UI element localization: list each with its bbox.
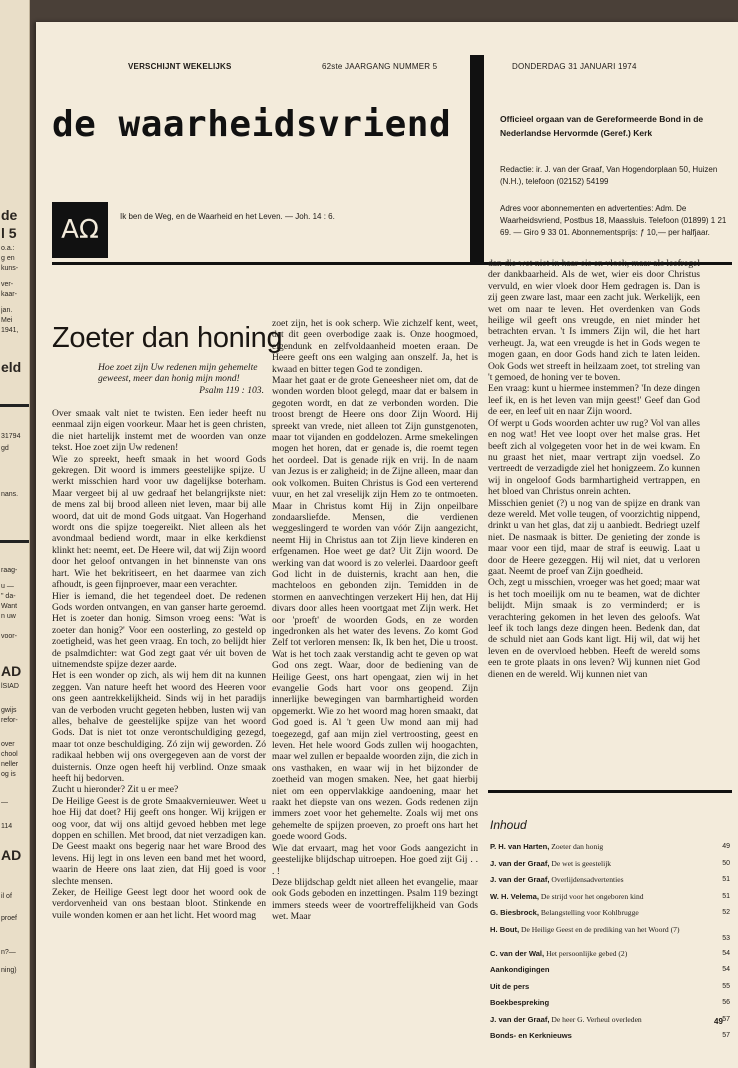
paragraph: Een vraag: kunt u hiermee instemmen? 'In deze dingen leef ik, en is het leven van mijn geest!' Geef dan God de eer, en leef uit en naar Zijn woord. [488,383,700,418]
toc-page: 51 [722,892,730,900]
paragraph: Het is een wonder op zich, als wij hem dit na kunnen zeggen. Van nature heeft het woord des Heeren voor ons geen aantrekkelijkheid. Sinds wij in het paradijs van de verboden vrucht gegeten hebben, lusten wij van alles, behalve de geestelijke spijze van het woord Gods. Dat is niet tot onze verontschuldiging gezegd, maar tot onze beschuldiging. Zó zijn wij geworden. Zó radikaal hebben wij ons overgegeven aan de vorst der duisternis. Onze ogen heeft hij verblind. Onze smaak heeft hij bedorven. [52,670,266,784]
paragraph: Maar het gaat er de grote Geneesheer niet om, dat de wonden worden bloot gelegd, maar dat er balsem in gegoten wordt, en dat ze verbonden worden. Die troost brengt de Heere ons door Zijn Woord. Hij spreekt van vrede, niet alleen tot Zijn gunstgenoten, maar tot vijanden en goddelozen. Arme smekelingen mogen het horen, dat er genade is, die roemt tegen het oordeel. Dat is genade rijk en vrij. In de naam van Jezus is er zaligheid; in de Zijne alleen, maar dan ook volkomen. Buiten Christus is God een verterend vuur, en het zal vreselijk zijn Hem zo te ontmoeten. Maar in Christus komt Hij in Zijn onpeilbare zondaarsliefde. Mensen, die verdienen weggeslingerd te worden van vóór Zijn aangezicht, neemt Hij in Christus aan tot Zijn lieve kinderen en erfgenamen. Hoe weet ge dat? Uit Zijn woord. De werking van dat woord is zo velerlei. Daardoor geeft God licht in de duisternis, kracht aan hen, die machteloos en gebonden zijn. Temidden in de stormen en aanvechtingen verzekert Hij hen, dat Hij divars door alles heen voortgaat met Zijn werk. Het oor 'proeft' de woorden Gods, en ze worden ingedronken als het water des levens. Zo komt God Zelf tot verloren mensen: Ik, Ik ben het, Die u troost. Wat is het toch zaak verstandig acht te geven op wat God ons zegt. Waar, door de bediening van de Heilige Geest, ons hart opengaat, zien wij in het evangelie Gods hart voor ons geopend. Zijn innerlijke bewegingen van barmhartigheid worden opgemerkt. Wie zo het woord mag horen smaakt, dat God goed is. Al 't geen Uw mond aan mij had toegezegd, gaf aan mijn ziel vertroosting, geest en leven. Het hele woord Gods zullen wij hoogachten, maar wel zullen er bepaalde woorden zijn, die zich in ons vasthaken, en waar wij in het bijzonder de zoetheid van mogen smaken. Nee, het gaat hierbij niet om een oppervlakkige aandoening, maar het raakt het diepste van ons wezen. Gods redenen zijn immers zoet voor het gehemelte. Zoals wij met ons gehemelte de spijzen proeven, zo proeft ons hart het goede woord Gods. [272,375,478,843]
prev-fragment: kaar- [1,291,17,298]
paragraph: De Heilige Geest is de grote Smaakvernieuwer. Weet u hoe Hij dat doet? Hij geeft ons honger. Wij krijgen er oog voor, dat wij ons altijd gevoed hebben met lege doppen en schillen. Met brood, dat niet verzadigen kan. De Geest maakt ons begerig naar het ware Brood des levens. Hij legt in ons leven een band met het woord, waarin de Heere ons laat zien, dat Hij goed is voor slechte mensen. [52,795,266,887]
toc-page: 57 [722,1032,730,1039]
toc-title: De Heilige Geest en de prediking van het Woord (7) [521,924,680,934]
toc-page: 52 [722,909,730,916]
prev-fragment: de [1,207,18,223]
prev-fragment: voor- [1,633,17,640]
toc-title: De wet is geestelijk [551,858,612,868]
prev-fragment: neller [1,761,19,768]
prev-fragment: AD [1,847,22,863]
article-column-2 [272,318,478,923]
toc-page: 51 [722,876,730,883]
paragraph: Hier is iemand, die het tegendeel doet. De redenen Gods worden ontvangen, en van ganser harte geroemd. Het is zoeter dan honig. Simson vroeg eens: 'Wat is zoeter dan honig?' Voor een oosterling, zo gesteld op zoetigheid, was het geen vraag. En toch, zo belijdt hier de psalmdichter: wat God zegt gaat vér uit boven de uitnemendste spijze dezer aarde. [52,590,266,670]
prev-fragment: Mei [1,317,13,324]
paragraph: Over smaak valt niet te twisten. Een ieder heeft nu eenmaal zijn eigen voorkeur. Maar het is geen christen, die niet hartelijk instemt met de woorden van onze tekst. Hoe zoet zijn Uw redenen! [52,408,266,454]
toc-row [490,908,730,925]
prev-fragment: o.a.: [1,245,15,252]
prev-fragment: ning) [1,967,17,974]
redactie-info: Redactie: ir. J. van der Graaf, Van Hogendorplaan 50, Huizen (N.H.), telefoon (02152) 54199 [500,165,718,186]
toc-title: De heer G. Verheul overleden [551,1014,642,1024]
scripture-quote [98,362,264,396]
prev-fragment: 114 [1,823,13,830]
toc-row [490,859,730,876]
toc-author: G. Biesbrock, [490,908,539,917]
prev-fragment: g en [1,255,15,262]
article-title: Zoeter dan honing [52,322,283,354]
prev-fragment: over [1,741,15,748]
date-label: DONDERDAG 31 JANUARI 1974 [512,62,637,71]
inhoud-title: Inhoud [490,818,527,832]
subscription-address: Adres voor abonnementen en advertenties: Adm. De Waarheidsvriend, Postbus 18, Maassluis. Telefoon (01899) 1 21 69. — Giro 9 33 01. Abonnementsprijs: ƒ 10,— per halfjaar. [500,204,727,237]
toc-author: C. van der Wal, [490,948,545,958]
prev-fragment: l 5 [1,225,17,241]
toc-title: Overlijdensadvertenties [551,875,624,884]
prev-rule [0,540,30,543]
toc-page: 56 [722,999,730,1006]
toc-author: W. H. Velema, [490,891,539,901]
masthead-title: de waarheidsvriend [52,104,452,145]
official-organ: Officieel orgaan van de Gereformeerde Bond in de Nederlandse Hervormde (Geref.) Kerk [500,114,704,138]
toc-row [490,949,730,966]
prev-fragment: " da- [1,593,16,600]
page-number: 49 [714,1017,723,1026]
prev-fragment: gd [1,445,9,452]
quote-text: Hoe zoet zijn Uw redenen mijn gehemelte geweest, meer dan honig mijn mond! [98,362,258,385]
paragraph: Zeker, de Heilige Geest legt door het woord ook de verdorvenheid van ons bestaan bloot. Stinkende en vuile wonden komen er aan het licht. Het woord mag [52,887,266,921]
prev-fragment: nans. [1,491,19,498]
prev-fragment: n uw [1,613,16,620]
toc-row [490,875,730,892]
toc-author: J. van der Graaf, [490,1014,550,1024]
toc-author: Aankondigingen [490,965,550,974]
prev-fragment: og is [1,771,16,778]
newspaper-page [36,22,738,1068]
prev-fragment: AD [1,663,22,679]
prev-fragment: lSIAD [1,683,19,690]
toc-row [490,965,730,982]
prev-fragment: 31794 [1,433,21,440]
prev-fragment: jan. [1,307,13,314]
toc-author: J. van der Graaf, [490,858,550,868]
volume-label: 62ste JAARGANG NUMMER 5 [322,62,438,71]
toc-author: Boekbespreking [490,998,550,1007]
prev-fragment: eld [1,359,22,375]
toc-page: 54 [722,949,730,957]
prev-fragment: raag- [1,567,18,574]
toc-author: Bonds- en Kerknieuws [490,1031,572,1040]
toc-row [490,1015,730,1032]
toc-author: H. Bout, [490,924,520,934]
toc-title: Het persoonlijke gebed (2) [546,948,628,958]
prev-fragment: — [1,799,8,806]
prev-fragment: il of [1,893,12,900]
inhoud-rule [488,790,732,793]
toc-row [490,982,730,999]
toc-row [490,1031,730,1048]
paragraph: Deze blijdschap geldt niet alleen het evangelie, maar ook Gods geboden en inzettingen. Psalm 119 bezingt immers steeds weer de voortreffelijkheid van Gods wet. Maar [272,876,478,923]
prev-fragment: 1941, [1,327,19,334]
masthead-vertical-bar [470,55,484,262]
alpha-omega-logo: ΑΩ [52,202,108,258]
toc-page: 54 [722,966,730,973]
toc-title: Zoeter dan honig [551,842,604,851]
paragraph: Misschien geniet (?) u nog van de spijze en drank van deze wereld. Met volle teugen, of voorzichtig nippend, drinkt u van het glas, dat zij u aanbiedt. Bedriegt uzelf niet. De nasmaak is bitter. De genieting der zonde is maar voor een tijd, maar de straf is eeuwig. Laat u door de Heere gezeggen. Hij wil niet, dat u verloren gaat. Neemt de proef van Zijn goedheid. [488,497,700,577]
toc-author: J. van der Graaf, [490,875,550,884]
prev-rule [0,404,30,407]
prev-fragment: Want [1,603,18,610]
paragraph: Zucht u hieronder? Zit u er mee? [52,784,179,796]
table-of-contents [490,842,730,1048]
paragraph: zoet zijn, het is ook scherp. Wie zichzelf kent, weet, dat dit geen overbodige zaak is. Onze hoogmoed, eigendunk en zelfvoldaanheid moeten eraan. De Heere geeft ons een walging aan onszelf. Ja, het is kwaad en bitter tegen God te zondigen. [272,318,478,375]
paragraph: Och, zegt u misschien, vroeger was het goed; maar wat is het toch moeilijk om nu te beamen, wat de dichter belijdt. Mijn smaak is zo verminderd; er is verachtering gekomen in het leven des geloofs. Wat leef ik toch langs deze dingen heen. Bedenk dan, dat de schuld niet aan Gods kant ligt. Hij wil, dat wij het leven en de overvloed hebben. Heeft de wereld soms een te grote plaats in ons leven? Wij kunnen niet God dienen en de wereld. Wij kunnen niet van [488,577,700,680]
article-column-1 [52,408,266,921]
previous-page-strip [0,0,30,1068]
quote-reference: Psalm 119 : 103. [199,384,264,396]
toc-title: Belangstelling voor Kohlbrugge [540,908,639,917]
toc-row [490,998,730,1015]
toc-row [490,842,730,859]
paragraph: Wie dat ervaart, mag het voor Gods aangezicht in geestelijke blijdschap uitroepen. Hoe goed zijt Gij . . . ! [272,842,478,877]
toc-page: 57 [722,1015,730,1023]
prev-fragment: proef [1,915,17,922]
toc-page: 50 [722,859,730,867]
prev-fragment: ver- [1,281,14,288]
prev-fragment: refor- [1,717,18,724]
prev-fragment: gwijs [1,707,17,714]
motto: Ik ben de Weg, en de Waarheid en het Leven. — Joh. 14 : 6. [120,212,335,221]
toc-row [490,892,730,909]
toc-page: 49 [722,843,730,850]
prev-fragment: u — [1,583,14,590]
paragraph: Wie zo spreekt, heeft smaak in het woord Gods gekregen. Dit woord is immers geestelijke spijze. U werkt misschien hard voor uw dagelijkse boterham. Maar vergeet bij al uw gedraaf het belangrijkste niet: de mens zal bij brood alleen niet leven, maar bij alle woord, dat uit de mond Gods uitgaat. Van Hogerhand wordt ons die spijze toegereikt. Niet alleen als het avondmaal bediend wordt, maar in elke kerkdienst klinkt het: neemt, eet. De Heere wil, dat wij Zijn woord door het geloof ontvangen in het binnenste van ons hart. Wie het bekritiseert, en het daarmee van zich afhoudt, is geen fijnproever, maar een verachter. [52,453,266,591]
prev-fragment: kuns- [1,265,19,272]
toc-page: 53 [722,934,730,942]
toc-title: De strijd voor het ongeboren kind [540,891,644,901]
prev-fragment: n?— [1,949,16,956]
toc-author: Uit de pers [490,981,530,991]
toc-page: 55 [722,982,730,990]
prev-fragment: chool [1,751,18,758]
toc-row [490,925,730,949]
toc-author: P. H. van Harten, [490,842,550,851]
frequency-label: VERSCHIJNT WEKELIJKS [128,62,232,71]
paragraph: dan die wet niet in haar eis en vloek, maar als leefregel der dankbaarheid. Als de wet, wier eis door Christus vervuld, en wier vloek door Hem gedragen is. Dan is zij geen zware last, maar een zacht juk. Werkelijk, een wet om naar te leven. Het overdenken van Gods heilige wil geeft ons vreugde, en niet minder het betrachten ervan. 't Is immers Zijn wil, die het hart verheugt. Ja, wat een vreugde is het in Gods wegen te mogen gaan, en door Gods hand zich te laten leiden. Ook Gods wet streeft in heilzaam zoet, tot streling van 't gemoed, de honing ver te boven. [488,258,700,384]
paragraph: Of werpt u Gods woorden achter uw rug? Vol van alles en nog wat! Het vee loopt over het malse gras. Het beeft zich al volgegeten voor het in de wei kwam. En nu graast het niet, maar vertrapt zijn voedsel. Zo vertreedt de verzadigde ziel het honigzeem. Zo kunnen wij in ongeloof Gods barmhartigheid vertrappen, en het bloed van Christus onrein achten. [488,417,700,498]
article-column-3 [488,258,700,680]
